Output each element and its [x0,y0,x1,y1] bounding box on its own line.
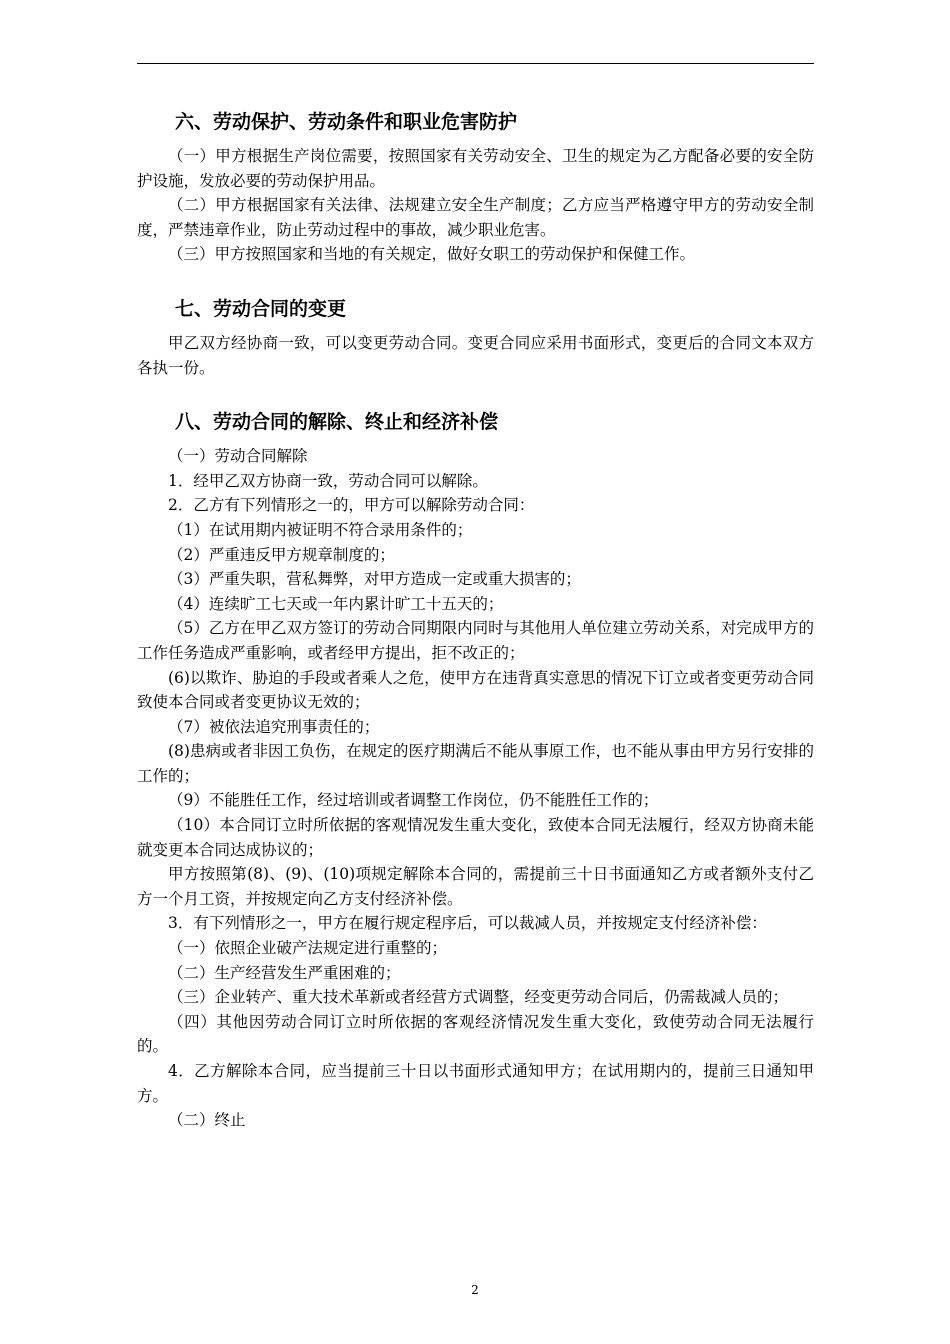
paragraph: （5）乙方在甲乙双方签订的劳动合同期限内同时与其他用人单位建立劳动关系，对完成甲方的工作任务造成严重影响，或者经甲方提出，拒不改正的； [137,619,814,662]
paragraph: 4．乙方解除本合同，应当提前三十日以书面形式通知甲方；在试用期内的，提前三日通知甲方。 [137,1062,814,1105]
paragraph: （二）甲方根据国家有关法律、法规建立安全生产制度；乙方应当严格遵守甲方的劳动安全制度，严禁违章作业，防止劳动过程中的事故，减少职业危害。 [137,196,814,239]
paragraph: (8)患病或者非因工负伤，在规定的医疗期满后不能从事原工作，也不能从事由甲方另行安排的工作的； [137,742,814,785]
section-heading: 六、劳动保护、劳动条件和职业危害防护 [175,111,518,133]
paragraph: （二）生产经营发生严重困难的； [168,963,401,982]
paragraph: （3）严重失职，营私舞弊，对甲方造成一定或重大损害的； [168,570,581,589]
paragraph: 1．经甲乙双方协商一致，劳动合同可以解除。 [168,471,488,490]
section-heading: 七、劳动合同的变更 [175,297,347,320]
header-rule [137,63,814,64]
paragraph: （三）企业转产、重大技术革新或者经营方式调整，经变更劳动合同后，仍需裁减人员的； [168,988,789,1007]
document-body [137,108,814,1133]
paragraph: 甲方按照第(8)、(9)、(10)项规定解除本合同的，需提前三十日书面通知乙方或者额外支付乙方一个月工资，并按规定向乙方支付经济补偿。 [137,865,814,908]
paragraph: （四）其他因劳动合同订立时所依据的客观经济情况发生重大变化，致使劳动合同无法履行的。 [137,1012,814,1056]
paragraph: （10）本合同订立时所依据的客观情况发生重大变化，致使本合同无法履行，经双方协商未能就变更本合同达成协议的； [137,816,814,859]
paragraph: (6)以欺诈、胁迫的手段或者乘人之危，使甲方在违背真实意思的情况下订立或者变更劳动合同致使本合同或者变更协议无效的； [137,668,814,712]
section-labor-protection [137,108,814,267]
paragraph: （9）不能胜任工作，经过培训或者调整工作岗位，仍不能胜任工作的； [168,791,659,810]
paragraph: 甲乙双方经协商一致，可以变更劳动合同。变更合同应采用书面形式，变更后的合同文本双方各执一份。 [137,333,814,377]
section-contract-change [137,295,814,380]
paragraph: 3．有下列情形之一，甲方在履行规定程序后，可以裁减人员，并按规定支付经济补偿： [168,914,767,933]
paragraph: （2）严重违反甲方规章制度的； [168,545,395,564]
paragraph: （一）甲方根据生产岗位需要，按照国家有关劳动安全、卫生的规定为乙方配备必要的安全防护设施，发放必要的劳动保护用品。 [137,147,814,190]
paragraph: （4）连续旷工七天或一年内累计旷工十五天的； [168,594,504,613]
section-contract-termination [137,408,814,1133]
paragraph: 2．乙方有下列情形之一的，甲方可以解除劳动合同： [168,496,535,515]
paragraph: （一）依照企业破产法规定进行重整的； [168,939,448,958]
paragraph: （二）终止 [168,1111,246,1130]
paragraph: （7）被依法追究刑事责任的； [168,717,380,736]
page-number: 2 [471,1283,479,1297]
paragraph: （三）甲方按照国家和当地的有关规定，做好女职工的劳动保护和保健工作。 [168,245,696,264]
paragraph: （1）在试用期内被证明不符合录用条件的； [168,520,473,539]
paragraph: （一）劳动合同解除 [168,447,308,466]
section-heading: 八、劳动合同的解除、终止和经济补偿 [175,411,499,434]
